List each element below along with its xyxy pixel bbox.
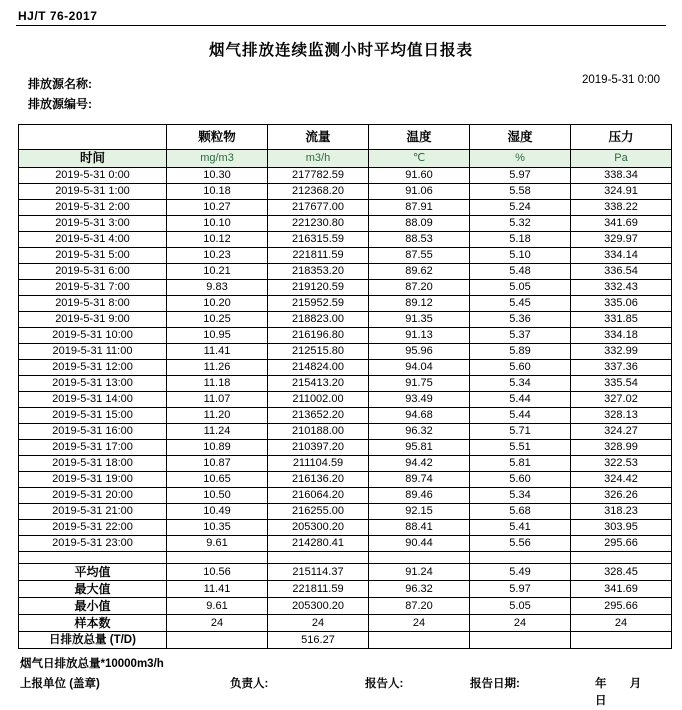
cell-pm: 10.89 — [167, 440, 268, 456]
cell-pressure: 338.22 — [571, 200, 672, 216]
cell-pressure: 327.02 — [571, 392, 672, 408]
cell-time: 2019-5-31 7:00 — [19, 280, 167, 296]
cell-pm: 11.18 — [167, 376, 268, 392]
cell-pressure: 341.69 — [571, 581, 672, 598]
table-spacer-row — [19, 552, 672, 564]
cell-humidity: 5.60 — [470, 472, 571, 488]
cell-humidity: 5.58 — [470, 184, 571, 200]
cell-flow: 205300.20 — [268, 520, 369, 536]
cell-temp: 89.12 — [369, 296, 470, 312]
cell-flow: 24 — [268, 615, 369, 632]
summary-row — [19, 598, 672, 615]
cell-pressure: 329.97 — [571, 232, 672, 248]
table-row — [19, 344, 672, 360]
cell-temp: 90.44 — [369, 536, 470, 552]
cell-humidity: 5.89 — [470, 344, 571, 360]
cell-flow: 216315.59 — [268, 232, 369, 248]
summary-label: 平均值 — [19, 564, 167, 581]
cell-humidity: 5.68 — [470, 504, 571, 520]
monitoring-table — [18, 124, 672, 649]
cell-pm: 10.21 — [167, 264, 268, 280]
table-row — [19, 184, 672, 200]
cell-pressure: 295.66 — [571, 598, 672, 615]
header-cell-pm: 颗粒物 — [167, 125, 268, 150]
cell-pressure: 334.18 — [571, 328, 672, 344]
cell-flow: 214280.41 — [268, 536, 369, 552]
cell-pressure: 332.43 — [571, 280, 672, 296]
cell-pm: 10.65 — [167, 472, 268, 488]
cell-pm: 11.07 — [167, 392, 268, 408]
summary-label: 最小值 — [19, 598, 167, 615]
cell-time: 2019-5-31 1:00 — [19, 184, 167, 200]
cell-pressure: 295.66 — [571, 536, 672, 552]
cell-humidity: 24 — [470, 615, 571, 632]
footer-signature-row — [20, 676, 668, 707]
table-units-row — [19, 150, 672, 168]
cell-temp: 95.81 — [369, 440, 470, 456]
cell-humidity: 5.05 — [470, 598, 571, 615]
spacer-cell — [470, 552, 571, 564]
cell-temp: 91.35 — [369, 312, 470, 328]
header-cell-temp: 温度 — [369, 125, 470, 150]
cell-pm: 10.12 — [167, 232, 268, 248]
footer-report-unit: 上报单位 (盖章) — [20, 678, 100, 690]
cell-pressure: 338.34 — [571, 168, 672, 184]
header-cell-flow: 流量 — [268, 125, 369, 150]
cell-time: 2019-5-31 10:00 — [19, 328, 167, 344]
cell-humidity: 5.18 — [470, 232, 571, 248]
cell-humidity: 5.34 — [470, 376, 571, 392]
table-row — [19, 504, 672, 520]
footer-report-date-label: 报告日期: — [470, 678, 520, 690]
summary-row — [19, 615, 672, 632]
cell-temp: 93.49 — [369, 392, 470, 408]
cell-temp: 94.42 — [369, 456, 470, 472]
cell-flow: 213652.20 — [268, 408, 369, 424]
summary-row — [19, 564, 672, 581]
cell-time: 2019-5-31 3:00 — [19, 216, 167, 232]
cell-humidity: 5.48 — [470, 264, 571, 280]
standard-code: HJ/T 76-2017 — [18, 9, 98, 23]
cell-pm: 11.24 — [167, 424, 268, 440]
cell-time: 2019-5-31 6:00 — [19, 264, 167, 280]
cell-time: 2019-5-31 2:00 — [19, 200, 167, 216]
cell-pm: 11.26 — [167, 360, 268, 376]
cell-temp — [369, 632, 470, 649]
cell-pressure: 328.99 — [571, 440, 672, 456]
cell-pressure: 335.54 — [571, 376, 672, 392]
cell-time: 2019-5-31 16:00 — [19, 424, 167, 440]
table-row — [19, 312, 672, 328]
cell-pressure: 326.26 — [571, 488, 672, 504]
cell-flow: 216255.00 — [268, 504, 369, 520]
cell-flow: 212515.80 — [268, 344, 369, 360]
cell-pm: 9.61 — [167, 536, 268, 552]
cell-humidity: 5.34 — [470, 488, 571, 504]
cell-time: 2019-5-31 18:00 — [19, 456, 167, 472]
cell-time: 2019-5-31 22:00 — [19, 520, 167, 536]
cell-temp: 96.32 — [369, 581, 470, 598]
cell-temp: 91.60 — [369, 168, 470, 184]
table-row — [19, 392, 672, 408]
cell-humidity — [470, 632, 571, 649]
cell-temp: 88.41 — [369, 520, 470, 536]
cell-flow: 216064.20 — [268, 488, 369, 504]
cell-flow: 216196.80 — [268, 328, 369, 344]
cell-pressure: 334.14 — [571, 248, 672, 264]
table-row — [19, 200, 672, 216]
table-row — [19, 264, 672, 280]
table-row — [19, 360, 672, 376]
cell-pm: 10.56 — [167, 564, 268, 581]
cell-time: 2019-5-31 21:00 — [19, 504, 167, 520]
total-label: 日排放总量 (T/D) — [19, 632, 167, 649]
table-row — [19, 216, 672, 232]
cell-flow: 221811.59 — [268, 248, 369, 264]
cell-flow: 217782.59 — [268, 168, 369, 184]
cell-pressure: 324.27 — [571, 424, 672, 440]
cell-time: 2019-5-31 4:00 — [19, 232, 167, 248]
cell-time: 2019-5-31 0:00 — [19, 168, 167, 184]
cell-temp: 92.15 — [369, 504, 470, 520]
cell-pressure: 322.53 — [571, 456, 672, 472]
cell-time: 2019-5-31 12:00 — [19, 360, 167, 376]
cell-pm — [167, 632, 268, 649]
source-code-label: 排放源编号: — [28, 97, 92, 111]
cell-humidity: 5.71 — [470, 424, 571, 440]
table-row — [19, 376, 672, 392]
cell-pm: 11.20 — [167, 408, 268, 424]
cell-pressure: 328.45 — [571, 564, 672, 581]
unit-cell-pressure: Pa — [571, 150, 672, 168]
table-row — [19, 408, 672, 424]
table-row — [19, 296, 672, 312]
table-row — [19, 232, 672, 248]
spacer-cell — [571, 552, 672, 564]
cell-time: 2019-5-31 8:00 — [19, 296, 167, 312]
cell-pressure: 332.99 — [571, 344, 672, 360]
cell-humidity: 5.56 — [470, 536, 571, 552]
spacer-cell — [19, 552, 167, 564]
cell-time: 2019-5-31 14:00 — [19, 392, 167, 408]
cell-pm: 10.20 — [167, 296, 268, 312]
cell-flow: 214824.00 — [268, 360, 369, 376]
cell-time: 2019-5-31 20:00 — [19, 488, 167, 504]
footer-responsible: 负责人: — [230, 678, 269, 690]
spacer-cell — [369, 552, 470, 564]
cell-pm: 10.25 — [167, 312, 268, 328]
cell-pressure: 318.23 — [571, 504, 672, 520]
table-row — [19, 488, 672, 504]
unit-cell-temp: ℃ — [369, 150, 470, 168]
table-header-row — [19, 125, 672, 150]
cell-humidity: 5.05 — [470, 280, 571, 296]
cell-pm: 24 — [167, 615, 268, 632]
cell-flow: 211104.59 — [268, 456, 369, 472]
cell-pressure: 335.06 — [571, 296, 672, 312]
page-title: 烟气排放连续监测小时平均值日报表 — [208, 42, 473, 59]
cell-flow: 217677.00 — [268, 200, 369, 216]
cell-humidity: 5.44 — [470, 392, 571, 408]
cell-time: 2019-5-31 23:00 — [19, 536, 167, 552]
cell-pm: 11.41 — [167, 344, 268, 360]
cell-humidity: 5.51 — [470, 440, 571, 456]
cell-temp: 89.62 — [369, 264, 470, 280]
cell-pm: 9.83 — [167, 280, 268, 296]
cell-time: 2019-5-31 13:00 — [19, 376, 167, 392]
cell-flow: 215413.20 — [268, 376, 369, 392]
cell-temp: 24 — [369, 615, 470, 632]
unit-cell-flow: m3/h — [268, 150, 369, 168]
cell-temp: 87.20 — [369, 280, 470, 296]
source-name-label: 排放源名称: — [28, 77, 92, 91]
cell-humidity: 5.97 — [470, 168, 571, 184]
spacer-cell — [167, 552, 268, 564]
cell-time: 2019-5-31 9:00 — [19, 312, 167, 328]
table-row — [19, 520, 672, 536]
cell-time: 2019-5-31 5:00 — [19, 248, 167, 264]
header-divider — [16, 25, 666, 26]
summary-row — [19, 581, 672, 598]
report-date: 2019-5-31 0:00 — [581, 74, 660, 86]
cell-flow: 211002.00 — [268, 392, 369, 408]
cell-pm: 10.95 — [167, 328, 268, 344]
summary-label: 样本数 — [19, 615, 167, 632]
cell-pm: 10.30 — [167, 168, 268, 184]
table-row — [19, 440, 672, 456]
cell-pm: 11.41 — [167, 581, 268, 598]
cell-temp: 91.24 — [369, 564, 470, 581]
summary-label: 最大值 — [19, 581, 167, 598]
cell-flow: 215114.37 — [268, 564, 369, 581]
table-row — [19, 472, 672, 488]
cell-pm: 10.18 — [167, 184, 268, 200]
cell-pm: 10.35 — [167, 520, 268, 536]
cell-temp: 94.04 — [369, 360, 470, 376]
cell-flow: 216136.20 — [268, 472, 369, 488]
cell-time: 2019-5-31 11:00 — [19, 344, 167, 360]
cell-time: 2019-5-31 17:00 — [19, 440, 167, 456]
cell-humidity: 5.60 — [470, 360, 571, 376]
cell-temp: 87.91 — [369, 200, 470, 216]
meta-block — [14, 74, 668, 114]
cell-pressure: 24 — [571, 615, 672, 632]
cell-time: 2019-5-31 15:00 — [19, 408, 167, 424]
cell-humidity: 5.36 — [470, 312, 571, 328]
cell-pm: 9.61 — [167, 598, 268, 615]
spacer-cell — [268, 552, 369, 564]
cell-pressure: 337.36 — [571, 360, 672, 376]
table-row — [19, 280, 672, 296]
cell-time: 2019-5-31 19:00 — [19, 472, 167, 488]
cell-humidity: 5.41 — [470, 520, 571, 536]
cell-flow: 210188.00 — [268, 424, 369, 440]
cell-humidity: 5.97 — [470, 581, 571, 598]
footer-total-emission: 烟气日排放总量*10000m3/h — [20, 658, 164, 670]
total-row — [19, 632, 672, 649]
footer-date-blanks: 年 月 日 — [595, 678, 652, 707]
cell-flow: 218823.00 — [268, 312, 369, 328]
table-row — [19, 248, 672, 264]
cell-flow: 221811.59 — [268, 581, 369, 598]
cell-pressure: 331.85 — [571, 312, 672, 328]
cell-temp: 87.20 — [369, 598, 470, 615]
unit-cell-pm: mg/m3 — [167, 150, 268, 168]
cell-pm: 10.27 — [167, 200, 268, 216]
cell-temp: 96.32 — [369, 424, 470, 440]
cell-humidity: 5.81 — [470, 456, 571, 472]
cell-temp: 91.13 — [369, 328, 470, 344]
cell-temp: 88.53 — [369, 232, 470, 248]
cell-temp: 89.46 — [369, 488, 470, 504]
table-row — [19, 424, 672, 440]
cell-flow: 212368.20 — [268, 184, 369, 200]
cell-humidity: 5.44 — [470, 408, 571, 424]
cell-pressure: 336.54 — [571, 264, 672, 280]
cell-temp: 89.74 — [369, 472, 470, 488]
table-row — [19, 328, 672, 344]
cell-pm: 10.10 — [167, 216, 268, 232]
cell-pm: 10.87 — [167, 456, 268, 472]
unit-cell-humidity: % — [470, 150, 571, 168]
table-summary-body — [19, 552, 672, 649]
header-cell-humidity: 湿度 — [470, 125, 571, 150]
cell-flow: 205300.20 — [268, 598, 369, 615]
cell-flow: 218353.20 — [268, 264, 369, 280]
cell-humidity: 5.45 — [470, 296, 571, 312]
table-row — [19, 168, 672, 184]
cell-temp: 95.96 — [369, 344, 470, 360]
cell-pressure: 328.13 — [571, 408, 672, 424]
cell-humidity: 5.10 — [470, 248, 571, 264]
unit-cell-time: 时间 — [19, 150, 167, 168]
cell-humidity: 5.24 — [470, 200, 571, 216]
cell-temp: 88.09 — [369, 216, 470, 232]
cell-flow: 215952.59 — [268, 296, 369, 312]
cell-temp: 94.68 — [369, 408, 470, 424]
footer-reporter: 报告人: — [365, 678, 404, 690]
cell-temp: 91.75 — [369, 376, 470, 392]
cell-humidity: 5.49 — [470, 564, 571, 581]
cell-flow: 219120.59 — [268, 280, 369, 296]
cell-pm: 10.23 — [167, 248, 268, 264]
cell-flow: 221230.80 — [268, 216, 369, 232]
table-row — [19, 456, 672, 472]
cell-humidity: 5.37 — [470, 328, 571, 344]
cell-pm: 10.49 — [167, 504, 268, 520]
header-cell-blank — [19, 125, 167, 150]
table-row — [19, 536, 672, 552]
cell-pressure: 324.91 — [571, 184, 672, 200]
cell-pressure — [571, 632, 672, 649]
cell-temp: 87.55 — [369, 248, 470, 264]
cell-pressure: 341.69 — [571, 216, 672, 232]
cell-pm: 10.50 — [167, 488, 268, 504]
cell-temp: 91.06 — [369, 184, 470, 200]
cell-humidity: 5.32 — [470, 216, 571, 232]
cell-pressure: 303.95 — [571, 520, 672, 536]
cell-flow: 516.27 — [268, 632, 369, 649]
footer-block — [20, 656, 668, 707]
table-data-body — [19, 168, 672, 552]
header-cell-pressure: 压力 — [571, 125, 672, 150]
cell-flow: 210397.20 — [268, 440, 369, 456]
cell-pressure: 324.42 — [571, 472, 672, 488]
